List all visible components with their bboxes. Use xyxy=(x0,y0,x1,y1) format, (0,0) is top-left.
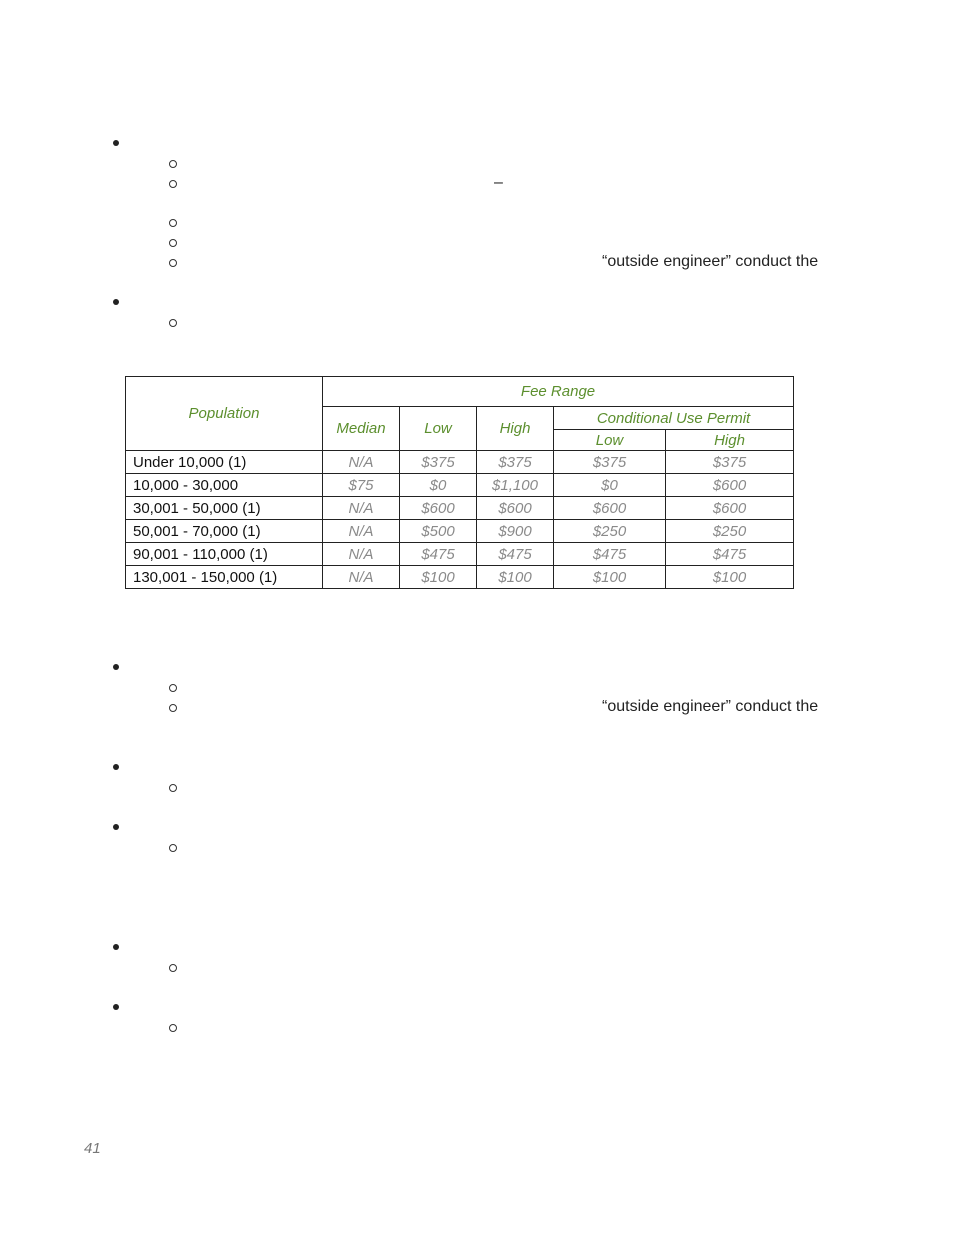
header-high: High xyxy=(477,407,554,451)
table-row xyxy=(126,543,794,566)
outside-engineer-text: “outside engineer” conduct the xyxy=(602,253,819,270)
high-cell: $900 xyxy=(477,520,554,543)
population-cell: 10,000 - 30,000 xyxy=(126,474,323,497)
bullet-marker xyxy=(113,1004,119,1010)
cup-low-cell: $375 xyxy=(554,451,666,474)
low-cell: $100 xyxy=(400,566,477,589)
cup-high-cell: $100 xyxy=(666,566,794,589)
bullet-marker xyxy=(113,944,119,950)
sub-bullet-marker xyxy=(169,684,177,692)
outside-engineer-text: “outside engineer” conduct the xyxy=(602,698,819,715)
table-row xyxy=(126,497,794,520)
population-cell: 90,001 - 110,000 (1) xyxy=(126,543,323,566)
dash-text: – xyxy=(494,174,503,191)
header-conditional-use-permit: Conditional Use Permit xyxy=(554,407,794,430)
low-cell: $600 xyxy=(400,497,477,520)
header-cup-low: Low xyxy=(554,430,666,451)
cup-high-cell: $250 xyxy=(666,520,794,543)
table-row xyxy=(126,474,794,497)
sub-bullet-marker xyxy=(169,180,177,188)
sub-bullet-marker xyxy=(169,964,177,972)
median-cell: N/A xyxy=(323,497,400,520)
sub-bullet-marker xyxy=(169,319,177,327)
high-cell: $375 xyxy=(477,451,554,474)
median-cell: N/A xyxy=(323,451,400,474)
high-cell: $1,100 xyxy=(477,474,554,497)
table-row xyxy=(126,451,794,474)
low-cell: $475 xyxy=(400,543,477,566)
table-row xyxy=(126,566,794,589)
bullet-marker xyxy=(113,764,119,770)
bullet-marker xyxy=(113,299,119,305)
sub-bullet-marker xyxy=(169,704,177,712)
header-median: Median xyxy=(323,407,400,451)
page-number: 41 xyxy=(84,1140,101,1157)
fee-range-table xyxy=(125,376,794,589)
high-cell: $475 xyxy=(477,543,554,566)
cup-high-cell: $475 xyxy=(666,543,794,566)
low-cell: $375 xyxy=(400,451,477,474)
cup-low-cell: $0 xyxy=(554,474,666,497)
cup-low-cell: $250 xyxy=(554,520,666,543)
table-row xyxy=(126,520,794,543)
cup-high-cell: $375 xyxy=(666,451,794,474)
header-population: Population xyxy=(126,377,323,451)
cup-low-cell: $600 xyxy=(554,497,666,520)
median-cell: N/A xyxy=(323,520,400,543)
bullet-marker xyxy=(113,824,119,830)
population-cell: Under 10,000 (1) xyxy=(126,451,323,474)
header-fee-range: Fee Range xyxy=(323,377,794,407)
sub-bullet-marker xyxy=(169,784,177,792)
median-cell: $75 xyxy=(323,474,400,497)
high-cell: $600 xyxy=(477,497,554,520)
sub-bullet-marker xyxy=(169,160,177,168)
population-cell: 30,001 - 50,000 (1) xyxy=(126,497,323,520)
median-cell: N/A xyxy=(323,543,400,566)
cup-low-cell: $475 xyxy=(554,543,666,566)
sub-bullet-marker xyxy=(169,1024,177,1032)
high-cell: $100 xyxy=(477,566,554,589)
cup-low-cell: $100 xyxy=(554,566,666,589)
sub-bullet-marker xyxy=(169,844,177,852)
low-cell: $0 xyxy=(400,474,477,497)
low-cell: $500 xyxy=(400,520,477,543)
median-cell: N/A xyxy=(323,566,400,589)
header-low: Low xyxy=(400,407,477,451)
bullet-marker xyxy=(113,140,119,146)
cup-high-cell: $600 xyxy=(666,474,794,497)
sub-bullet-marker xyxy=(169,259,177,267)
sub-bullet-marker xyxy=(169,219,177,227)
sub-bullet-marker xyxy=(169,239,177,247)
bullet-marker xyxy=(113,664,119,670)
cup-high-cell: $600 xyxy=(666,497,794,520)
population-cell: 130,001 - 150,000 (1) xyxy=(126,566,323,589)
population-cell: 50,001 - 70,000 (1) xyxy=(126,520,323,543)
header-cup-high: High xyxy=(666,430,794,451)
